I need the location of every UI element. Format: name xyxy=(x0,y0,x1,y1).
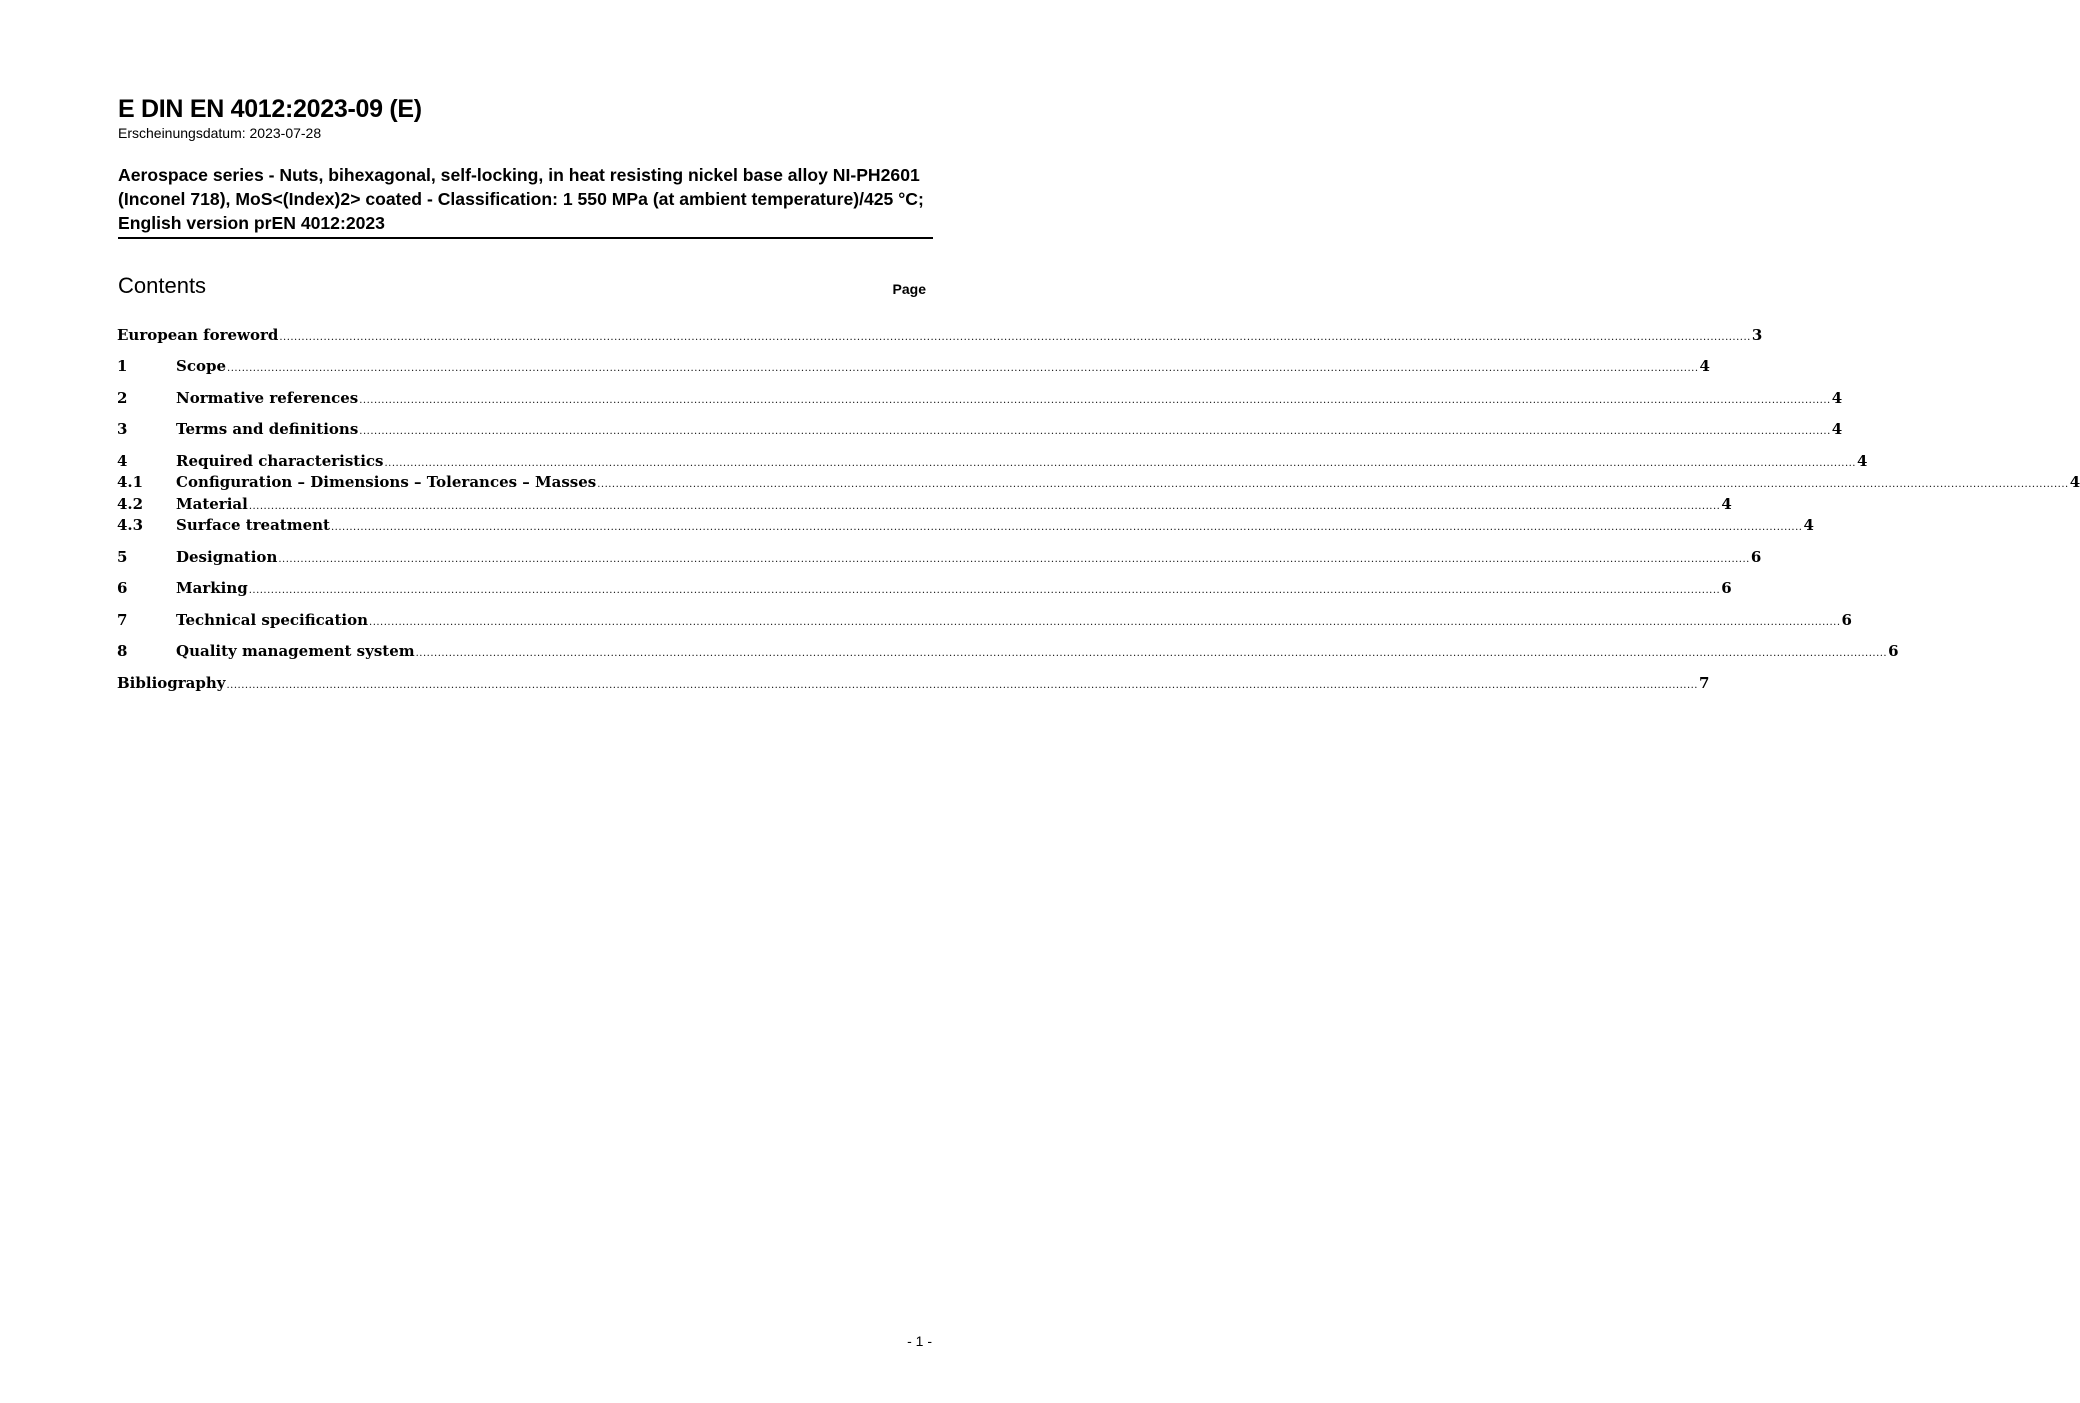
toc-entry-number: 3 xyxy=(117,420,128,438)
toc-entry-title: Technical specification xyxy=(176,611,369,629)
page-column-heading: Page xyxy=(892,281,926,297)
toc-entry-number: 2 xyxy=(117,389,128,407)
toc-entry-technical-specification[interactable] xyxy=(117,611,1852,631)
toc-entry-number: 4.3 xyxy=(117,516,144,534)
toc-entry-title: Normative references xyxy=(176,389,359,407)
toc-entry-page: 4 xyxy=(1856,452,1868,470)
document-id: E DIN EN 4012:2023-09 (E) xyxy=(118,95,422,123)
toc-leader-dots: ................................................................................................................................................................................................................................................................................................................................................................................................................ xyxy=(248,501,1721,512)
toc-entry-title: Marking xyxy=(176,579,248,597)
toc-entry-page: 4 xyxy=(1699,357,1710,375)
toc-entry-page: 4 xyxy=(1721,495,1732,513)
toc-entry-number: 7 xyxy=(117,611,128,629)
toc-entry-page: 4 xyxy=(2069,473,2080,491)
toc-entry-page: 6 xyxy=(1721,579,1732,597)
toc-leader-dots: ................................................................................................................................................................................................................................................................................................................................................................................................................ xyxy=(227,363,1699,374)
toc-entry-material[interactable] xyxy=(117,495,1732,515)
toc-entry-terms-and-definitions[interactable] xyxy=(117,420,1843,440)
toc-entry-number: 4 xyxy=(117,452,128,470)
toc-entry-title: Required characteristics xyxy=(176,452,384,470)
toc-entry-page: 4 xyxy=(1803,516,1814,534)
toc-entry-title: Scope xyxy=(176,357,227,375)
toc-leader-dots: ................................................................................................................................................................................................................................................................................................................................................................................................................ xyxy=(359,395,1831,406)
toc-leader-dots: ................................................................................................................................................................................................................................................................................................................................................................................................................ xyxy=(278,554,1750,565)
toc-entry-page: 3 xyxy=(1751,326,1763,344)
contents-heading: Contents xyxy=(118,273,207,298)
toc-leader-dots: ................................................................................................................................................................................................................................................................................................................................................................................................................ xyxy=(330,522,1803,533)
toc-entry-title: Bibliography xyxy=(117,674,226,692)
toc-entry-number: 1 xyxy=(117,357,128,375)
toc-entry-page: 7 xyxy=(1698,674,1710,692)
toc-leader-dots: ................................................................................................................................................................................................................................................................................................................................................................................................................ xyxy=(359,426,1831,437)
toc-entry-quality-management-system[interactable] xyxy=(117,642,1899,662)
toc-entry-page: 4 xyxy=(1831,420,1843,438)
toc-entry-title: Material xyxy=(176,495,248,513)
toc-entry-designation[interactable] xyxy=(117,548,1762,568)
toc-entry-surface-treatment[interactable] xyxy=(117,516,1814,536)
toc-leader-dots: ................................................................................................................................................................................................................................................................................................................................................................................................................ xyxy=(384,458,1856,469)
toc-leader-dots: ................................................................................................................................................................................................................................................................................................................................................................................................................ xyxy=(248,585,1721,596)
page-number: - 1 - xyxy=(907,1333,932,1349)
toc-entry-page: 6 xyxy=(1750,548,1762,566)
toc-entry-number: 4.1 xyxy=(117,473,144,491)
toc-entry-european-foreword[interactable] xyxy=(117,326,1763,346)
toc-entry-title: Terms and definitions xyxy=(176,420,359,438)
toc-entry-title: Surface treatment xyxy=(176,516,330,534)
toc-entry-number: 4.2 xyxy=(117,495,144,513)
toc-entry-number: 8 xyxy=(117,642,128,660)
toc-entry-title: Configuration – Dimensions – Tolerances – Masses xyxy=(176,473,597,491)
toc-leader-dots: ................................................................................................................................................................................................................................................................................................................................................................................................................ xyxy=(369,617,1841,628)
toc-entry-marking[interactable] xyxy=(117,579,1732,599)
toc-entry-scope[interactable] xyxy=(117,357,1710,377)
toc-leader-dots: ................................................................................................................................................................................................................................................................................................................................................................................................................ xyxy=(279,332,1751,343)
toc-entry-normative-references[interactable] xyxy=(117,389,1843,409)
toc-entry-title: European foreword xyxy=(117,326,279,344)
toc-entry-title: Designation xyxy=(176,548,278,566)
toc-entry-title: Quality management system xyxy=(176,642,415,660)
toc-entry-number: 6 xyxy=(117,579,128,597)
toc-leader-dots: ................................................................................................................................................................................................................................................................................................................................................................................................................ xyxy=(415,648,1888,659)
document-title: Aerospace series - Nuts, bihexagonal, self-locking, in heat resisting nickel base alloy NI-PH2601 (Inconel 718), MoS<(Index)2> coated - Classification: 1 550 MPa (at ambient temperature)/425 °C; English version prEN 4012:2023 xyxy=(118,163,933,239)
toc-entry-bibliography[interactable] xyxy=(117,674,1710,694)
toc-entry-configuration[interactable] xyxy=(117,473,2080,493)
publication-date: Erscheinungsdatum: 2023-07-28 xyxy=(118,125,322,141)
toc-leader-dots: ................................................................................................................................................................................................................................................................................................................................................................................................................ xyxy=(597,479,2069,490)
toc-entry-required-characteristics[interactable] xyxy=(117,452,1868,472)
toc-entry-page: 6 xyxy=(1888,642,1899,660)
toc-entry-page: 4 xyxy=(1831,389,1843,407)
toc-leader-dots: ................................................................................................................................................................................................................................................................................................................................................................................................................ xyxy=(226,680,1698,691)
toc-entry-number: 5 xyxy=(117,548,128,566)
toc-entry-page: 6 xyxy=(1841,611,1852,629)
